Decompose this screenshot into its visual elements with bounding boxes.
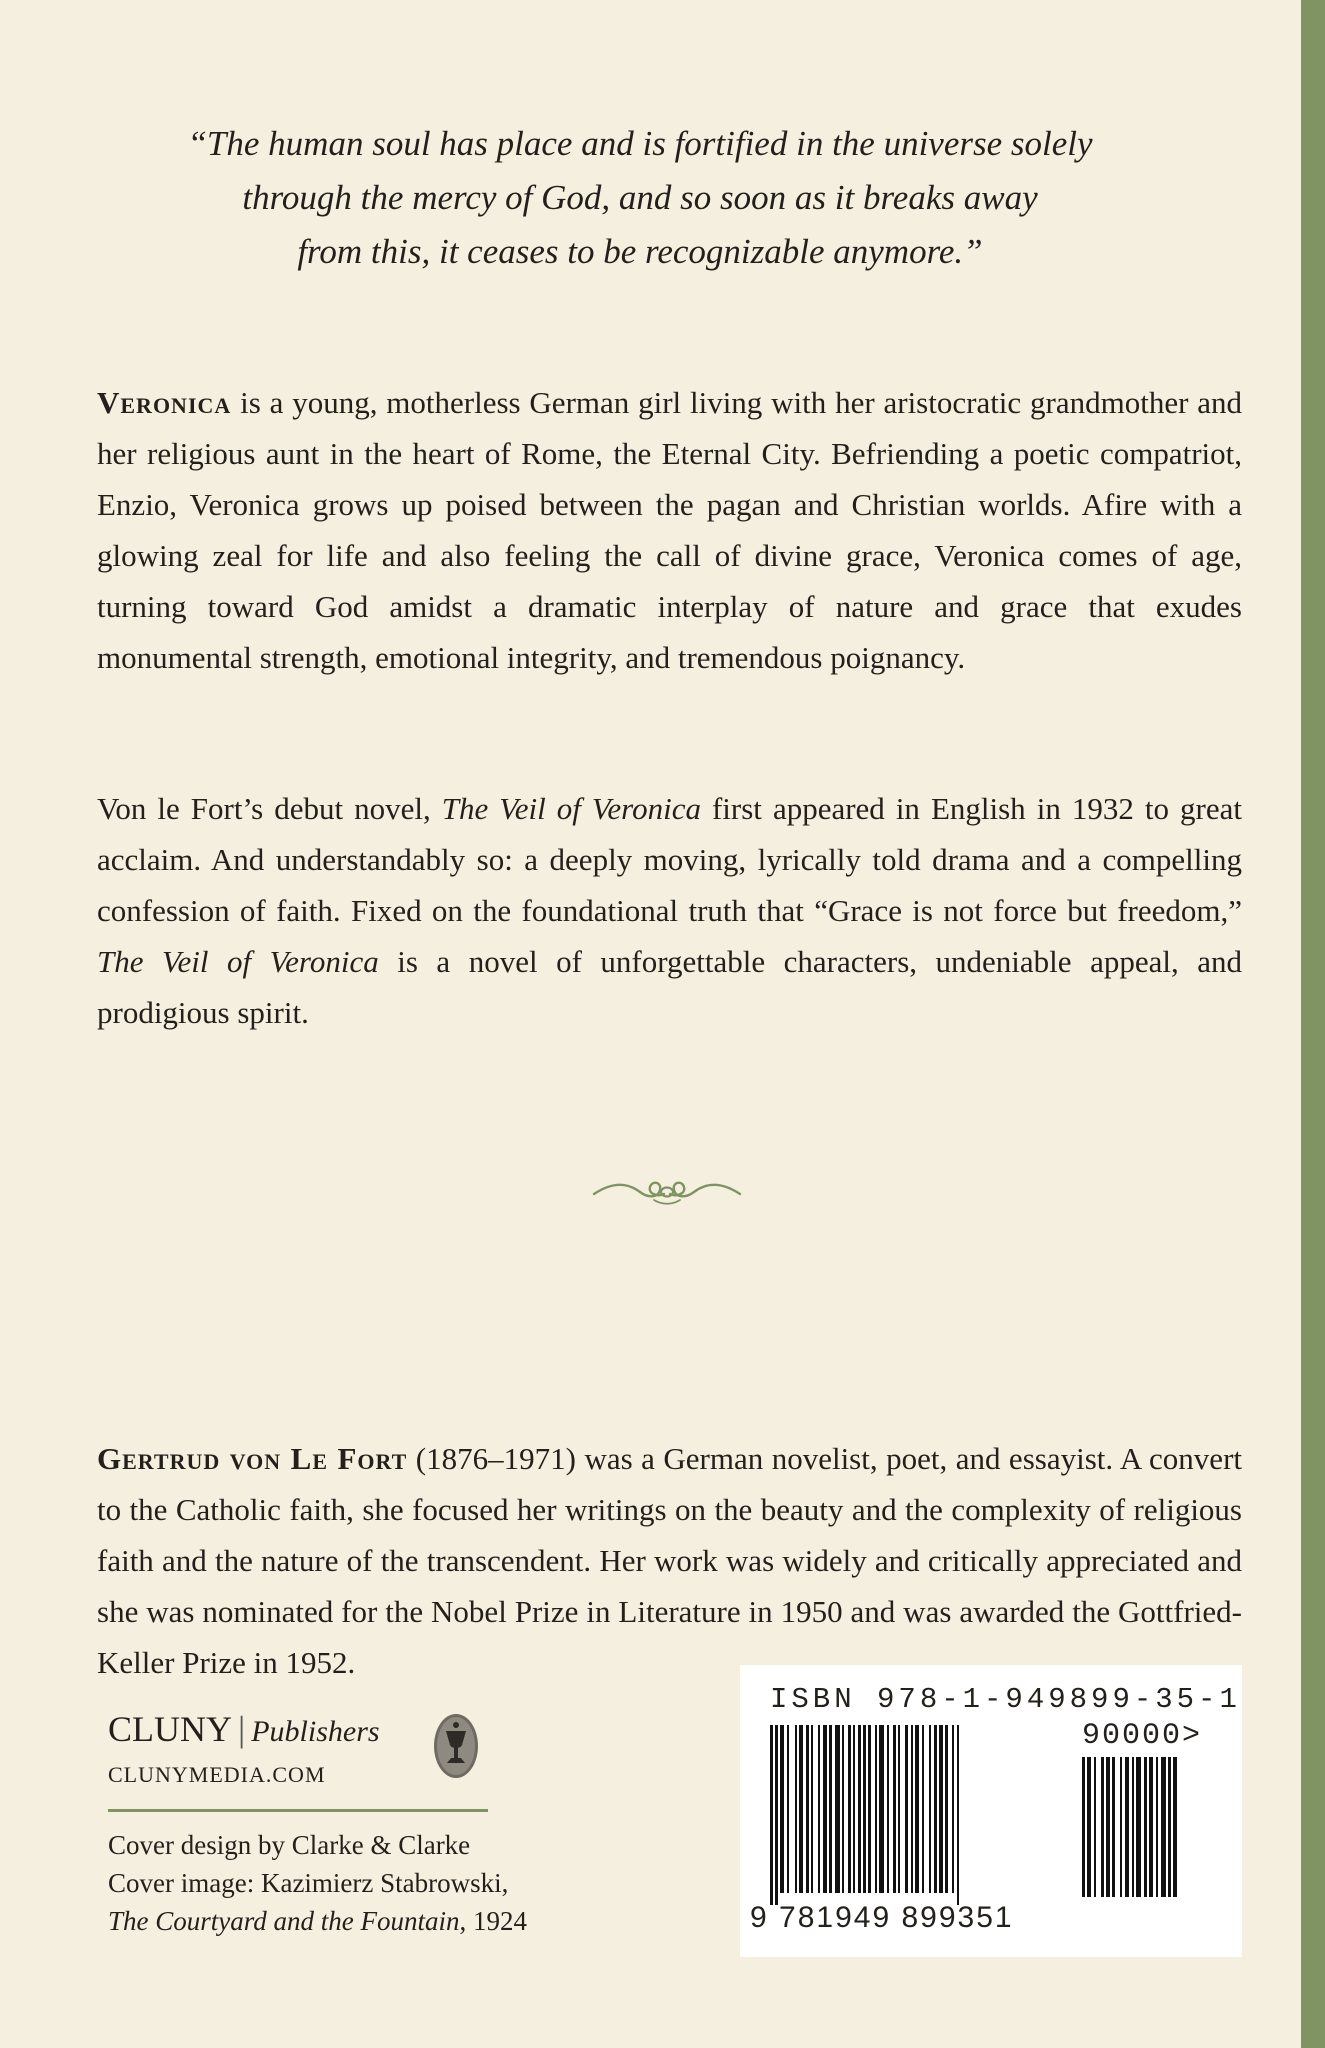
book-title: The Veil of Veronica [441, 791, 701, 826]
barcode-bar [806, 1725, 809, 1893]
description-paragraph [97, 377, 1242, 683]
barcode-bar [929, 1725, 931, 1893]
cover-credits [108, 1826, 578, 1940]
barcode-bar [957, 1725, 959, 1905]
publisher-url: CLUNYMEDIA.COM [108, 1762, 326, 1787]
reception-text: Von le Fort’s debut novel, [97, 791, 442, 826]
barcode-bar [1112, 1757, 1115, 1897]
chalice-seal-icon [433, 1713, 479, 1779]
barcode-bar [875, 1725, 877, 1893]
barcode-bar [1173, 1757, 1177, 1897]
barcode-bar [898, 1725, 900, 1893]
cover-image-title-line [108, 1902, 578, 1940]
barcode-bar [1082, 1757, 1085, 1897]
description-body: is a young, motherless German girl living with her aristocratic grandmother and her religious aunt in the heart of Rome, the Eternal City. Befriending a poetic compatriot, Enzio, Veronica grows up poised between the pagan and Christian worlds. Afire with a glowing zeal for life and also feeling the call of divine grace, Veronica comes of age, turning toward God amidst a dramatic interplay of nature and grace that exudes monumental strength, emotional integrity, and tremendous poignancy. [97, 385, 1242, 675]
barcode-bar [1149, 1757, 1153, 1897]
barcode-bar [1132, 1757, 1134, 1897]
price-addon-bars [1082, 1757, 1222, 1903]
barcode-bar [887, 1725, 889, 1893]
barcode-bar [945, 1725, 948, 1893]
barcode-bar [848, 1725, 851, 1893]
barcode-bar [770, 1725, 773, 1905]
barcode-bar [1136, 1757, 1141, 1897]
author-bio-body: (1876–1971) was a German novelist, poet, and essayist. A convert to the Catholic faith, she focused her writings on the beauty and the complexity of religious faith and the nature of the transcendent. Her work was widely and critically appreciated and she was nominated for the Nobel Prize in Literature in 1950 and was awarded the Gottfried-Keller Prize in 1952. [97, 1441, 1243, 1680]
barcode-bar [775, 1725, 778, 1905]
barcode-bar [853, 1725, 855, 1893]
barcode-bar [835, 1725, 840, 1893]
barcode-bar [863, 1725, 866, 1893]
barcode-bar [842, 1725, 844, 1893]
barcode-bar [795, 1725, 797, 1893]
barcode-bar [905, 1725, 908, 1893]
book-title: The Veil of Veronica [97, 944, 379, 979]
divider-rule [108, 1809, 488, 1812]
barcode-bar [1087, 1757, 1091, 1897]
publisher-suffix: Publishers [251, 1715, 380, 1748]
isbn-barcode [740, 1665, 1242, 1957]
quote-line: through the mercy of God, and so soon as it breaks away [242, 178, 1038, 217]
description-lead: Veronica [97, 385, 232, 420]
spine-edge [1301, 0, 1325, 2048]
quote-line: from this, it ceases to be recognizable anymore.” [297, 232, 983, 271]
barcode-bar [1101, 1757, 1104, 1897]
barcode-digits: 9 781949 899351 [750, 1901, 1014, 1934]
barcode-bar [1106, 1757, 1110, 1897]
isbn-label: ISBN 978-1-949899-35-1 [770, 1683, 1241, 1716]
barcode-bar [915, 1725, 919, 1893]
barcode-bar [868, 1725, 871, 1893]
price-code: 90000> [1082, 1719, 1203, 1753]
quote-line: “The human soul has place and is fortified in the universe solely [187, 124, 1093, 163]
barcode-bar [780, 1725, 784, 1893]
barcode-bar [799, 1725, 803, 1893]
barcode-bar [1120, 1757, 1122, 1897]
barcode-bar [823, 1725, 827, 1893]
reception-paragraph [97, 783, 1242, 1038]
barcode-bar [818, 1725, 820, 1893]
barcode-bar [911, 1725, 913, 1893]
publisher-name-main: CLUNY [108, 1709, 232, 1749]
epigraph-quote [140, 117, 1140, 279]
barcode-bar [939, 1725, 943, 1893]
barcode-bar [893, 1725, 896, 1893]
barcode-bar [858, 1725, 861, 1893]
author-name: Gertrud von Le Fort [97, 1441, 408, 1476]
cover-image-year: , 1924 [459, 1906, 527, 1936]
flourish-ornament-icon [592, 1172, 742, 1214]
ean-barcode-bars [770, 1725, 1070, 1905]
author-bio-paragraph [97, 1433, 1242, 1688]
barcode-bar [1168, 1757, 1171, 1897]
cover-image-title: The Courtyard and the Fountain [108, 1906, 460, 1936]
barcode-bar [952, 1725, 954, 1893]
cover-design-credit: Cover design by Clarke & Clarke [108, 1830, 471, 1860]
publisher-separator: | [238, 1709, 246, 1749]
barcode-bar [811, 1725, 813, 1893]
barcode-bar [787, 1725, 789, 1893]
reception-text: first appeared in English in 1932 to great acclaim. And understandably so: a deeply moving, lyrically told drama and a compelling confession of faith. Fixed on the foundational truth that “Grace is not force but freedom,” [97, 791, 1242, 928]
barcode-bar [1144, 1757, 1147, 1897]
barcode-bar [1125, 1757, 1129, 1897]
barcode-bar [1156, 1757, 1158, 1897]
barcode-bar [934, 1725, 937, 1893]
barcode-bar [1161, 1757, 1166, 1897]
barcode-bar [922, 1725, 924, 1893]
barcode-bar [879, 1725, 884, 1893]
reception-text: is a novel of unforgettable characters, undeniable appeal, and prodigious spirit. [97, 944, 1242, 1030]
cover-image-credit: Cover image: Kazimierz Stabrowski, [108, 1868, 509, 1898]
barcode-bar [1094, 1757, 1096, 1897]
barcode-bar [829, 1725, 832, 1893]
